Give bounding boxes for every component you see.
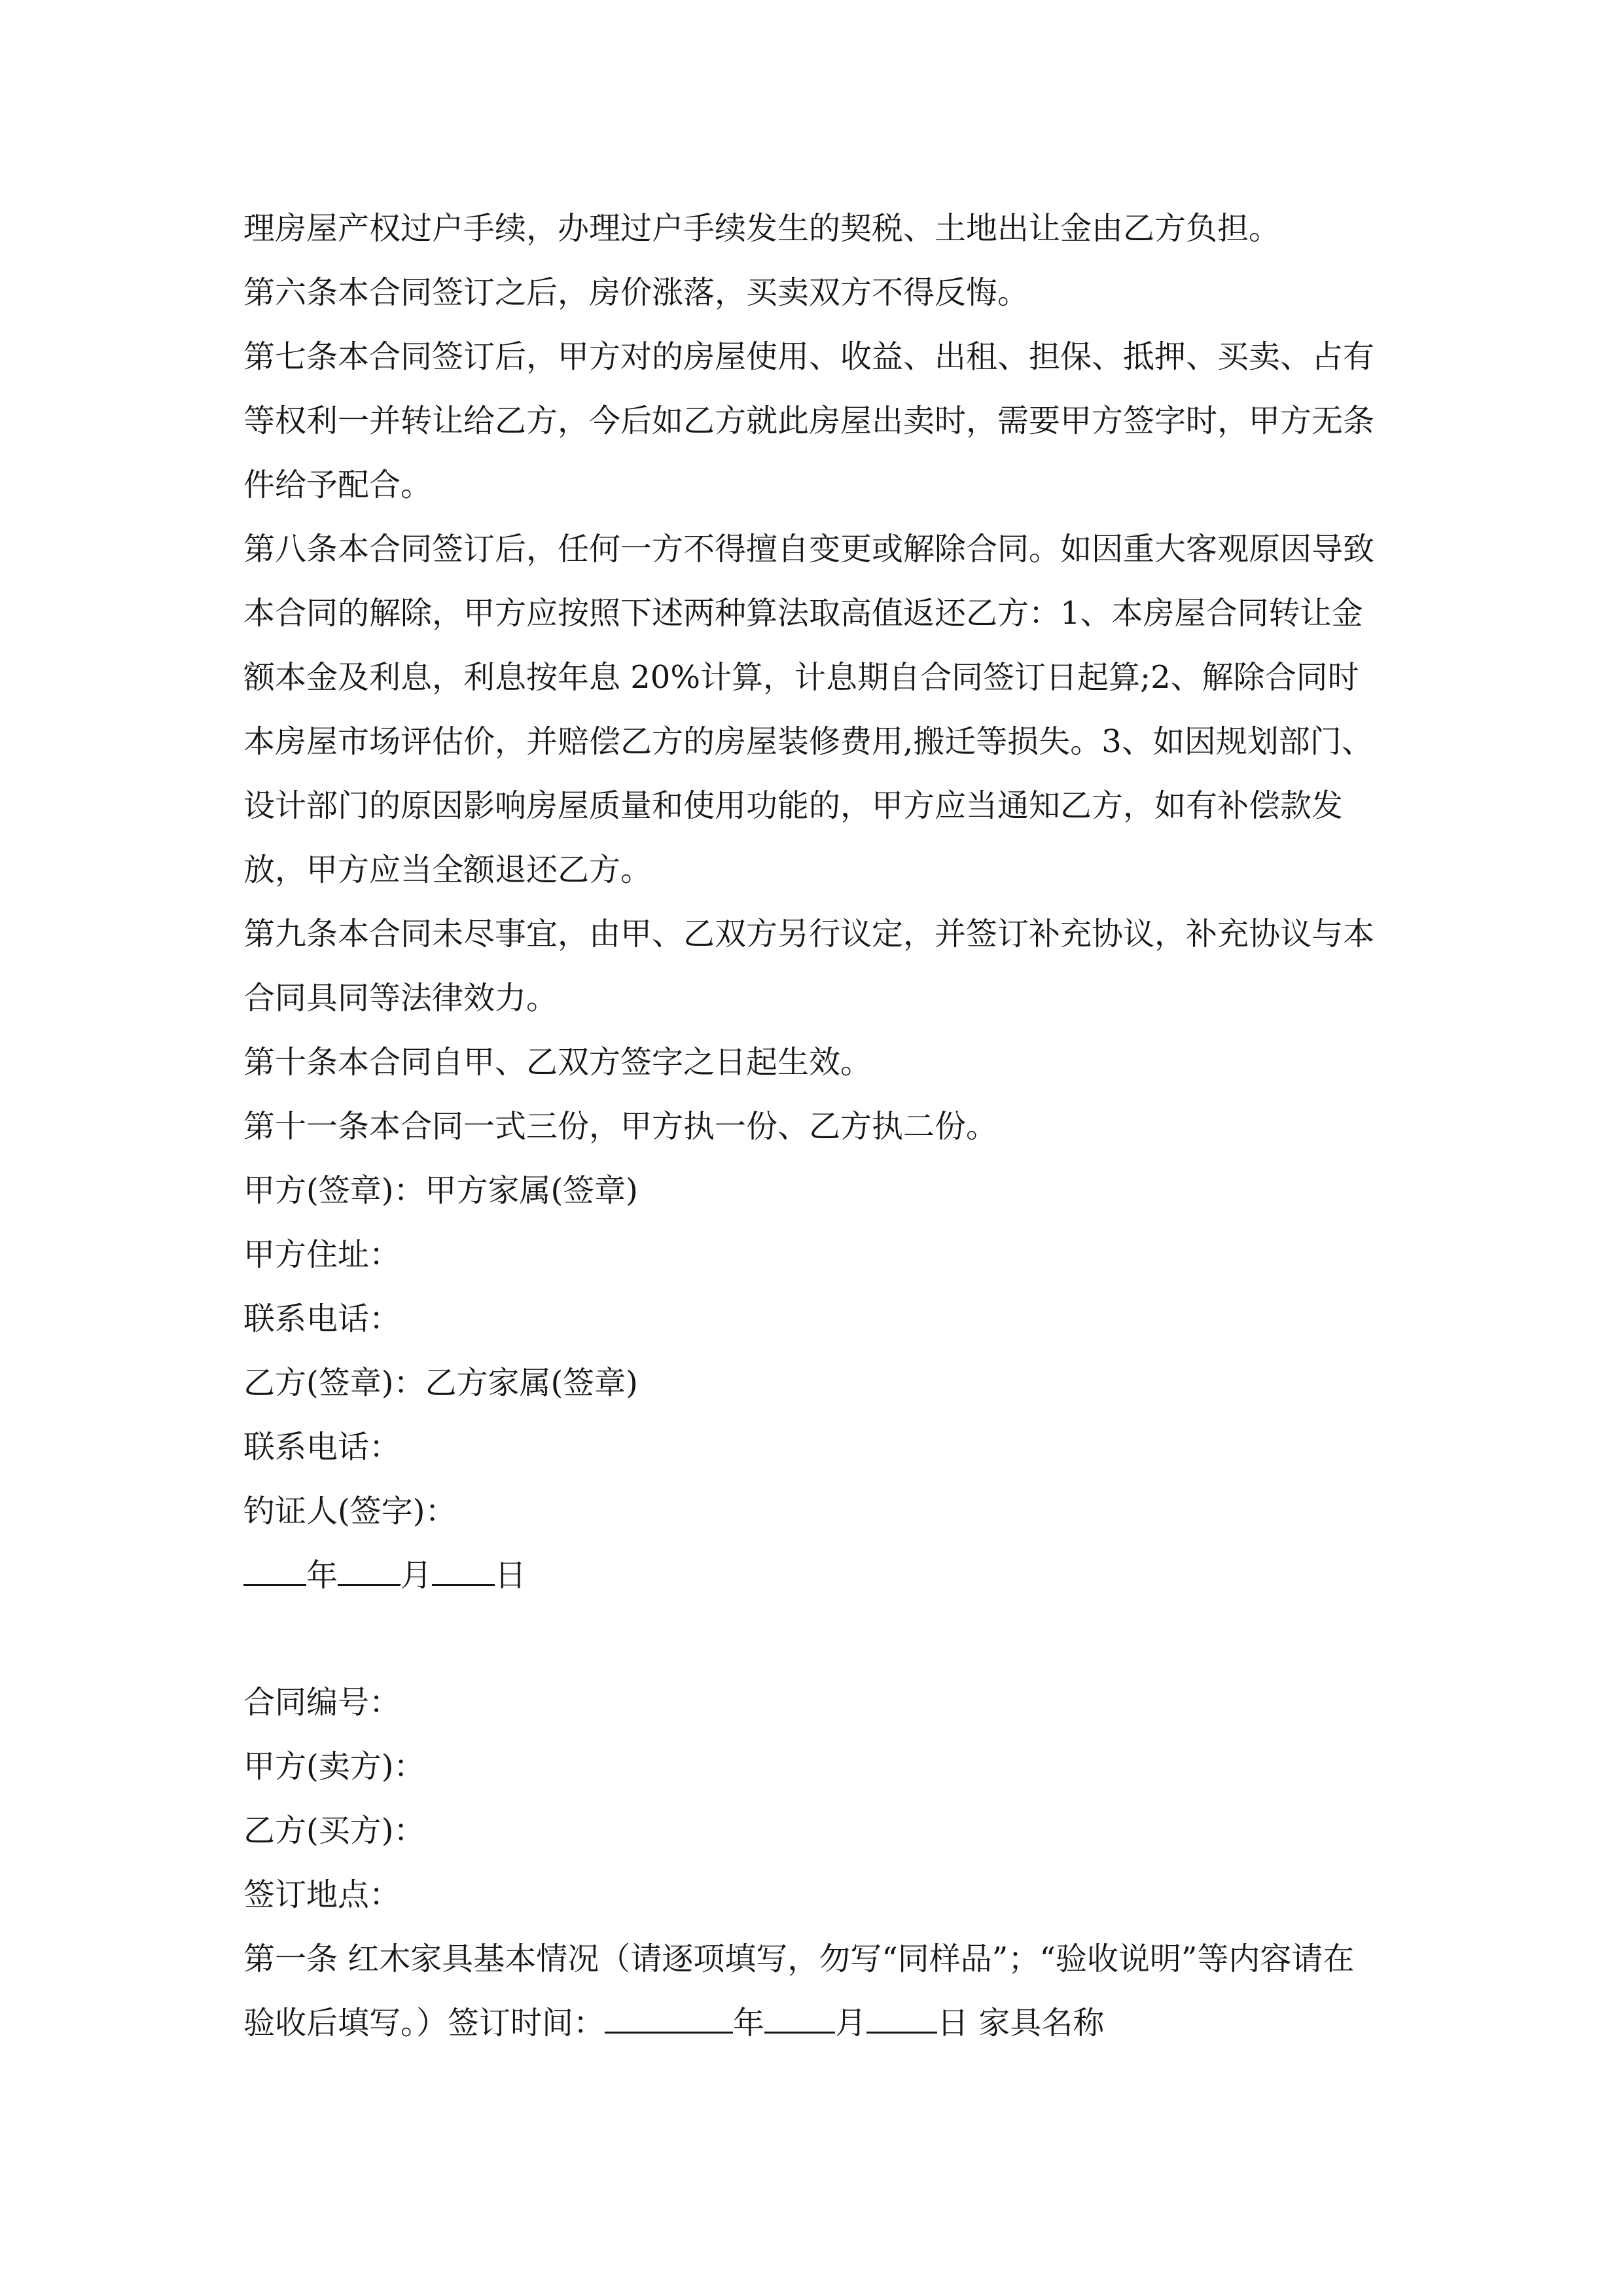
article-1-text: 第一条 红木家具基本情况（请逐项填写，勿写“同样品”；“验收说明”等内容请在验收后填写。）签订时间： <box>243 1941 1355 2041</box>
sign-day-label: 日 <box>937 2005 969 2041</box>
article-8: 第八条本合同签订后，任何一方不得擅自变更或解除合同。如因重大客观原因导致本合同的解除，甲方应按照下述两种算法取高值返还乙方：1、本房屋合同转让金额本金及利息，利息按年息 20%计算，计息期自合同签订日起算;2、解除合同时本房屋市场评估价，并赔偿乙方的房屋装修费用,搬迁等损失。3、如因规划部门、设计部门的原因影响房屋质量和使用功能的，甲方应当通知乙方，如有补偿款发放，甲方应当全额退还乙方。 <box>243 531 1375 888</box>
furniture-name-label: 家具名称 <box>969 2005 1105 2041</box>
sign-place-line: 签订地点： <box>243 1876 401 1913</box>
sign-year-label: 年 <box>733 2005 765 2041</box>
day-blank <box>432 1546 495 1586</box>
article-1-furniture <box>243 1927 1382 2055</box>
sign-month-blank <box>764 1994 835 2034</box>
article-9: 第九条本合同未尽事宜，由甲、乙双方另行议定，并签订补充协议，补充协议与本合同具同等法律效力。 <box>243 916 1375 1016</box>
article-7: 第七条本合同签订后，甲方对的房屋使用、收益、出租、担保、抵押、买卖、占有等权利一并转让给乙方，今后如乙方就此房屋出卖时，需要甲方签字时，甲方无条件给予配合。 <box>243 338 1375 503</box>
party-a-signature-line: 甲方(签章)：甲方家属(签章) <box>243 1172 638 1209</box>
party-b-phone-line: 联系电话： <box>243 1429 401 1465</box>
sign-year-blank <box>605 1994 733 2034</box>
sign-month-label: 月 <box>835 2005 867 2041</box>
document-body <box>243 196 1382 2055</box>
article-11: 第十一条本合同一式三份，甲方执一份、乙方执二份。 <box>243 1108 998 1145</box>
article-10: 第十条本合同自甲、乙双方签字之日起生效。 <box>243 1044 872 1081</box>
date-line <box>243 1543 1382 1607</box>
party-a-phone-line: 联系电话： <box>243 1300 401 1337</box>
witness-signature-line: 钓证人(签字)： <box>243 1493 457 1530</box>
month-blank <box>338 1546 401 1586</box>
contract-number-line: 合同编号： <box>243 1684 401 1721</box>
party-a-address-line: 甲方住址： <box>243 1236 401 1273</box>
paragraph-transfer-procedure: 理房屋产权过户手续，办理过户手续发生的契税、土地出让金由乙方负担。 <box>243 210 1281 247</box>
buyer-line: 乙方(买方)： <box>243 1812 425 1849</box>
section-gap <box>243 1607 1382 1670</box>
seller-line: 甲方(卖方)： <box>243 1748 425 1785</box>
month-label: 月 <box>401 1557 433 1594</box>
sign-day-blank <box>866 1994 937 2034</box>
party-b-signature-line: 乙方(签章)：乙方家属(签章) <box>243 1365 638 1401</box>
year-blank <box>243 1546 306 1586</box>
article-6: 第六条本合同签订之后，房价涨落，买卖双方不得反悔。 <box>243 274 1029 311</box>
day-label: 日 <box>495 1557 527 1594</box>
year-label: 年 <box>306 1557 338 1594</box>
